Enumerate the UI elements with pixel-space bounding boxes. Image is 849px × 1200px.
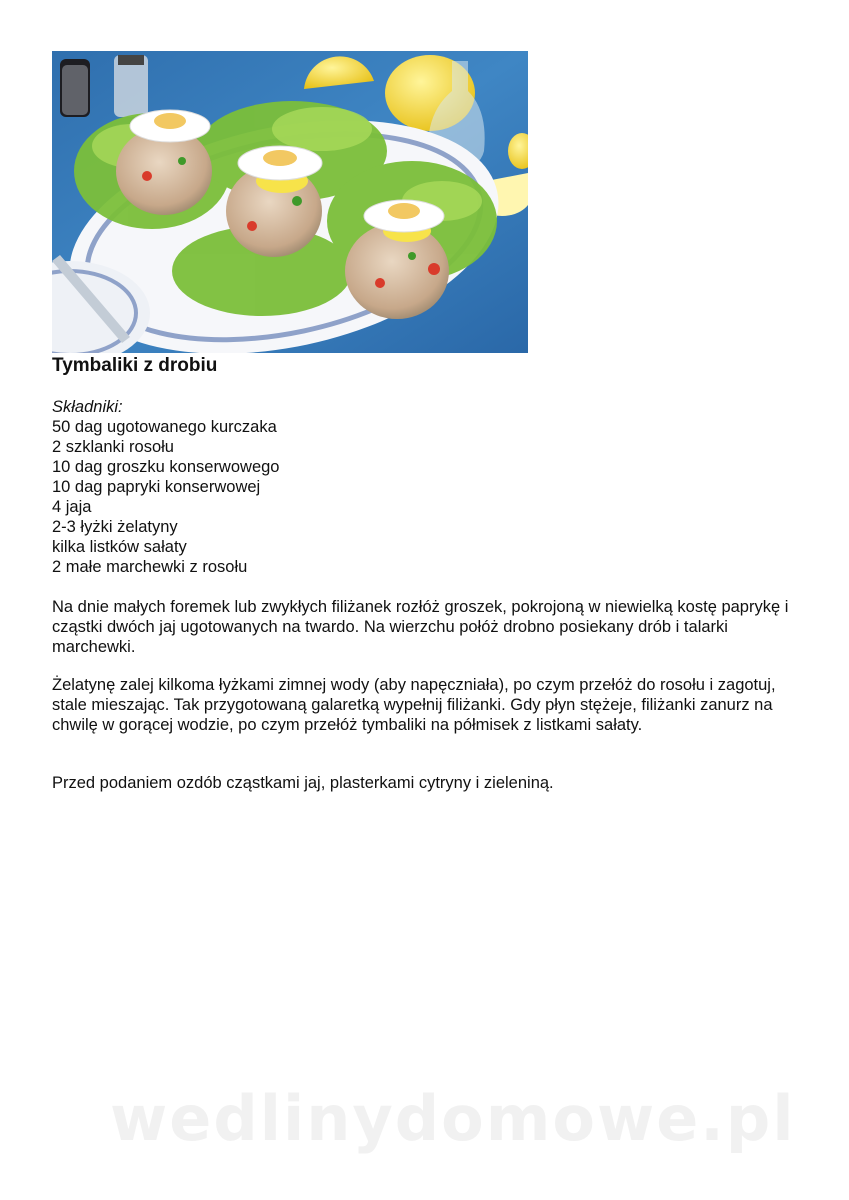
- instruction-paragraph: Na dnie małych foremek lub zwykłych filiżanek rozłóż groszek, pokrojoną w niewielką kostę paprykę i cząstki dwóch jaj ugotowanych na twardo. Na wierzchu połóż drobno posiekany drób i talarki marchewki.: [52, 598, 789, 656]
- watermark: wedlinydomowe.pl: [110, 1082, 796, 1155]
- recipe-photo: [52, 51, 528, 353]
- aspic-2: [226, 146, 322, 257]
- ingredients-label: Składniki:: [52, 398, 123, 416]
- instruction-paragraph: Żelatynę zalej kilkoma łyżkami zimnej wody (aby napęczniała), po czym przełóż do rosołu i zagotuj, stale mieszając. Tak przygotowaną galaretką wypełnij filiżanki. Gdy płyn stężeje, filiżanki zanurz na chwilę w gorącej wodzie, po czym przełóż tymbaliki na półmisek z listkami sałaty.: [52, 676, 776, 734]
- instruction-paragraph: Przed podaniem ozdób cząstkami jaj, plasterkami cytryny i zieleniną.: [52, 774, 554, 792]
- recipe-title: Tymbaliki z drobiu: [52, 355, 218, 376]
- ingredient-item: 50 dag ugotowanego kurczaka: [52, 418, 277, 436]
- ingredient-item: 2 małe marchewki z rosołu: [52, 558, 248, 576]
- ingredient-item: 10 dag groszku konserwowego: [52, 458, 280, 476]
- ingredient-item: 4 jaja: [52, 498, 92, 516]
- ingredients-list: [52, 417, 279, 577]
- aspic-1: [116, 110, 212, 215]
- ingredient-item: 2-3 łyżki żelatyny: [52, 518, 178, 536]
- ingredient-item: 2 szklanki rosołu: [52, 438, 174, 456]
- ingredient-item: kilka listków sałaty: [52, 538, 187, 556]
- ingredient-item: 10 dag papryki konserwowej: [52, 478, 261, 496]
